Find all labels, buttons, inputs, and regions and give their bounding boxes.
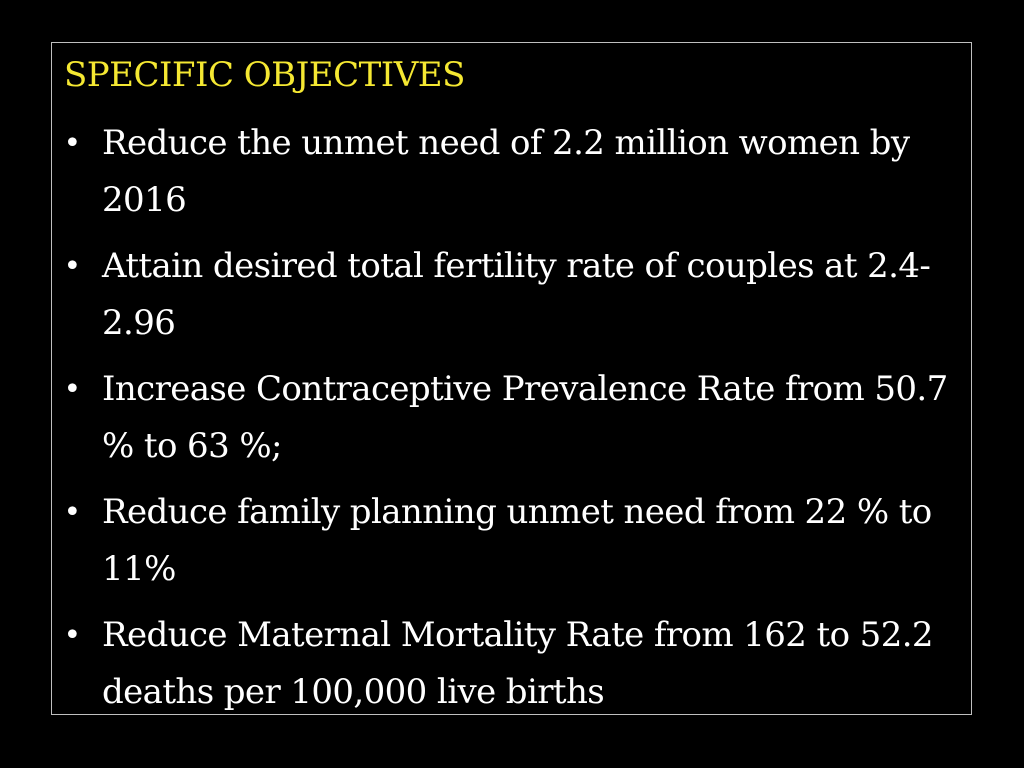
objective-text: Reduce the unmet need of 2.2 million women by 2016 [102,123,910,220]
bullet-dot-icon: • [63,249,81,284]
objective-text: Attain desired total fertility rate of couples at 2.4-2.96 [102,246,931,343]
objective-item [52,238,973,352]
bullet-dot-icon: • [63,618,81,653]
objective-text: Reduce Maternal Mortality Rate from 162 to 52.2 deaths per 100,000 live births [102,615,933,712]
slide-frame [51,42,972,715]
objective-text: Increase Contraceptive Prevalence Rate from 50.7 % to 63 %; [102,369,948,466]
objective-text: Reduce family planning unmet need from 22 % to 11% [102,492,932,589]
objective-item [52,607,973,721]
slide-heading: SPECIFIC OBJECTIVES [64,55,465,95]
objectives-list [52,115,973,730]
bullet-dot-icon: • [63,495,81,530]
objective-item [52,484,973,598]
bullet-dot-icon: • [63,372,81,407]
objective-item [52,115,973,229]
bullet-dot-icon: • [63,126,81,161]
objective-item [52,361,973,475]
